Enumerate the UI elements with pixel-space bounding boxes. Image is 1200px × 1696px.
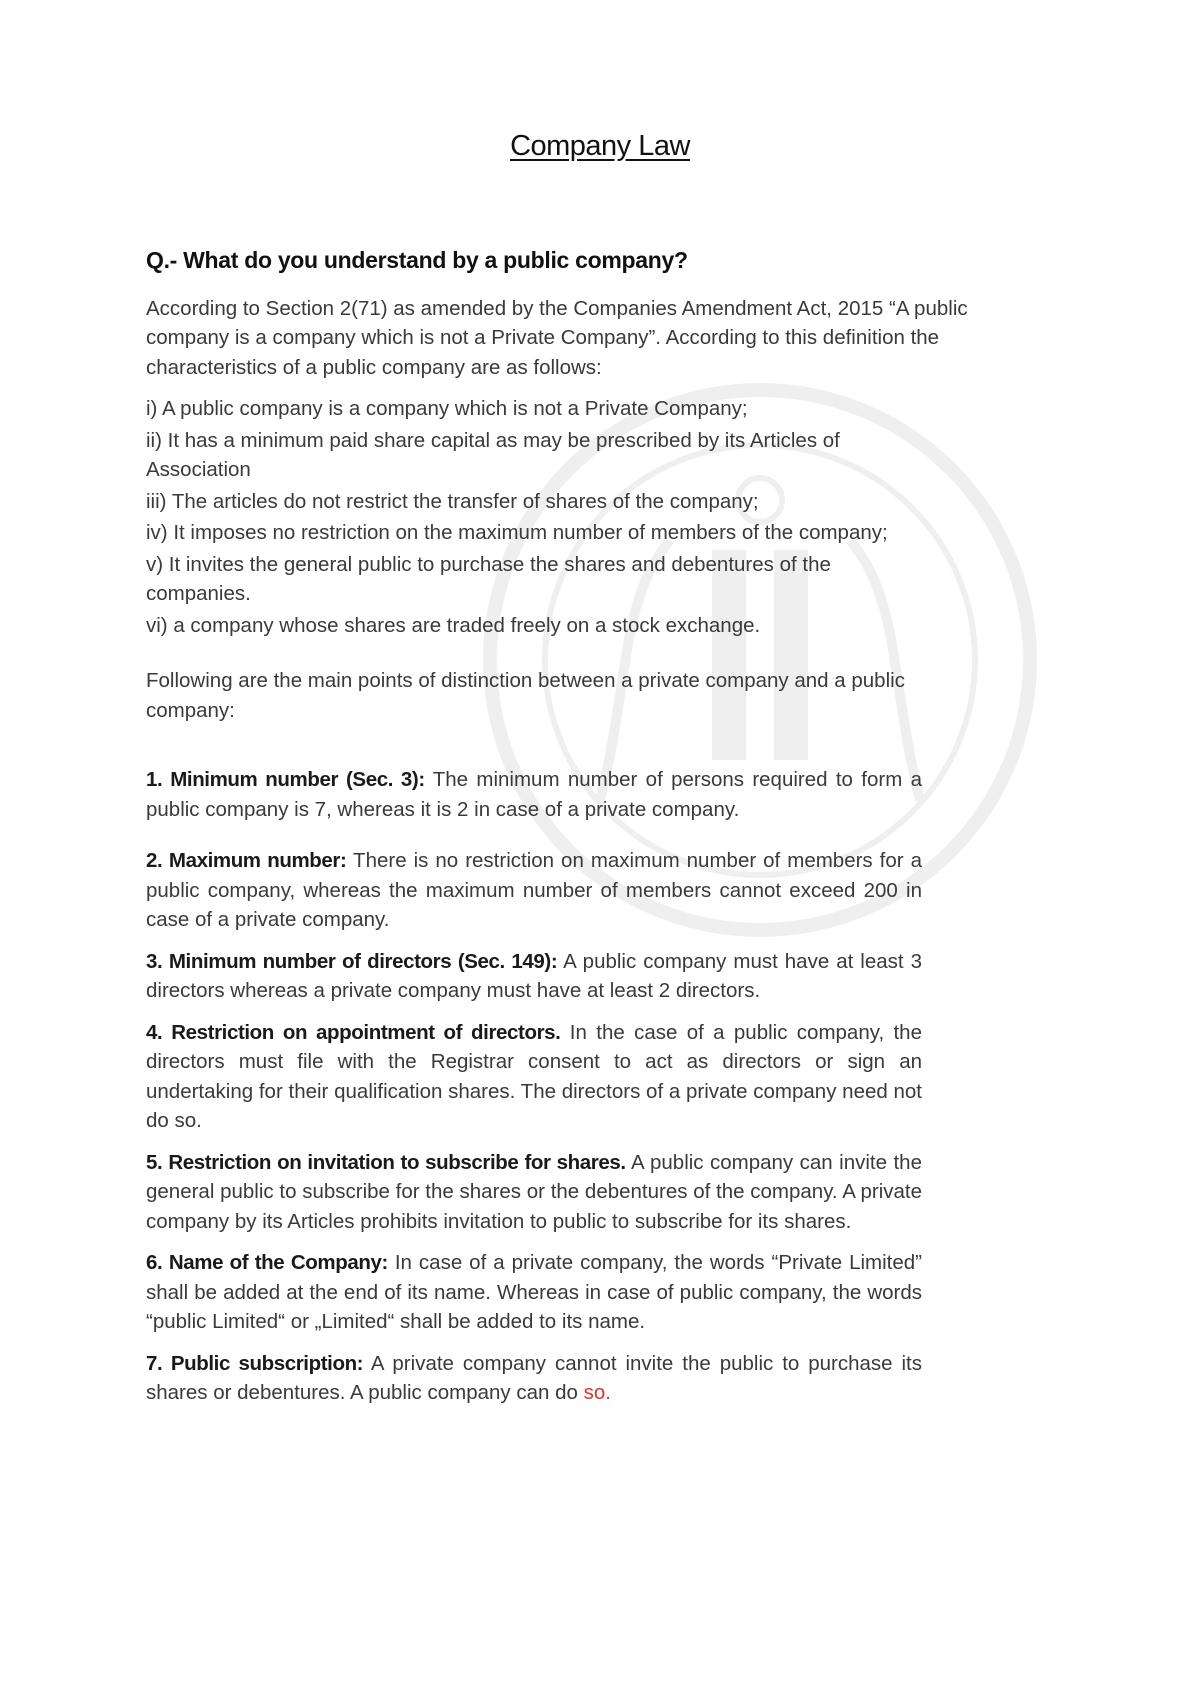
intro-paragraph: According to Section 2(71) as amended by the Companies Amendment Act, 2015 “A public company is a company which is not a Private Company”. According to this definition the characteristics of a public company are as follows: bbox=[146, 296, 968, 379]
point-heading: 5. Restriction on invitation to subscribe for shares. bbox=[146, 1150, 626, 1174]
distinction-point bbox=[146, 1148, 922, 1237]
point-heading: 2. Maximum number: bbox=[146, 849, 347, 872]
point-text: In case of a private company, the words “Private Limited” shall be added at the end of its name. Whereas in case of public company, the words “public Limited“ or „Limited“ shall be added to its name. bbox=[146, 1251, 922, 1333]
distinction-point bbox=[146, 947, 922, 1006]
point-text: A public company must have at least 3 directors whereas a private company must have at least 2 directors. bbox=[146, 949, 922, 1002]
list-item: iii) The articles do not restrict the transfer of shares of the company; bbox=[146, 489, 759, 513]
distinction-point bbox=[146, 1349, 922, 1408]
point-text: In the case of a public company, the directors must file with the Registrar consent to act as directors or sign an undertaking for their qualification shares. The directors of a private company need not do so. bbox=[146, 1020, 922, 1132]
distinction-point bbox=[146, 765, 922, 824]
point-text: There is no restriction on maximum number of members for a public company, whereas the maximum number of members cannot exceed 200 in case of a private company. bbox=[146, 849, 922, 931]
distinction-point bbox=[146, 846, 922, 935]
point-heading: 1. Minimum number (Sec. 3): bbox=[146, 768, 425, 791]
list-item: ii) It has a minimum paid share capital as may be prescribed by its Articles of Association bbox=[146, 428, 840, 481]
point-heading: 3. Minimum number of directors (Sec. 149): bbox=[146, 949, 558, 973]
point-text: The minimum number of persons required to form a public company is 7, whereas it is 2 in case of a private company. bbox=[146, 768, 922, 821]
list-item: vi) a company whose shares are traded freely on a stock exchange. bbox=[146, 613, 761, 637]
document-title: Company Law bbox=[510, 130, 690, 162]
point-heading: 7. Public subscription: bbox=[146, 1351, 364, 1375]
point-heading: 6. Name of the Company: bbox=[146, 1251, 388, 1274]
characteristics-list bbox=[146, 394, 906, 640]
document-body bbox=[146, 246, 1026, 1420]
list-item: i) A public company is a company which is not a Private Company; bbox=[146, 397, 748, 420]
distinction-point bbox=[146, 1248, 922, 1337]
distinction-intro-paragraph: Following are the main points of distinction between a private company and a public company: bbox=[146, 669, 905, 722]
question-heading: Q.- What do you understand by a public company? bbox=[146, 247, 688, 273]
point-heading: 4. Restriction on appointment of directors. bbox=[146, 1020, 561, 1044]
point-text: A private company cannot invite the public to purchase its shares or debentures. A public company can do bbox=[146, 1351, 922, 1404]
point-text: A public company can invite the general public to subscribe for the shares or the debentures of the company. A private company by its Articles prohibits invitation to public to subscribe for its shares. bbox=[146, 1150, 922, 1233]
distinction-point bbox=[146, 1018, 922, 1136]
list-item: v) It invites the general public to purchase the shares and debentures of the companies. bbox=[146, 552, 831, 605]
highlighted-text: so. bbox=[583, 1381, 611, 1404]
distinction-points bbox=[146, 765, 922, 1408]
list-item: iv) It imposes no restriction on the maximum number of members of the company; bbox=[146, 521, 888, 544]
